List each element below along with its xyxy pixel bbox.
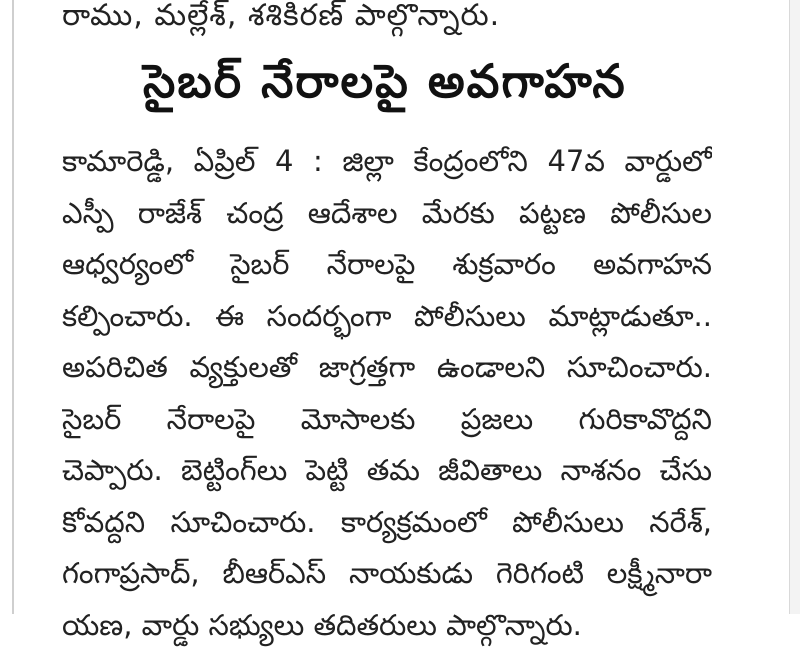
body-line: ఎస్పీ రాజేశ్ చంద్ర ఆదేశాల మేరకు పట్టణ పోలీసుల xyxy=(62,188,712,240)
body-line: గంగాప్రసాద్, బీఆర్ఎస్ నాయకుడు గెరిగంటి లక్ష్మీనారా xyxy=(62,548,712,600)
body-line: సైబర్ నేరాలపై మోసాలకు ప్రజలు గురికావొద్దని xyxy=(62,394,712,446)
column-divider xyxy=(12,0,14,614)
body-line: కల్పించారు. ఈ సందర్భంగా పోలీసులు మాట్లాడుతూ.. xyxy=(62,291,712,343)
body-line: యణ, వార్డు సభ్యులు తదితరులు పాల్గొన్నారు. xyxy=(62,600,712,651)
body-line: అపరిచిత వ్యక్తులతో జాగ్రత్తగా ఉండాలని సూచించారు. xyxy=(62,342,712,394)
body-line: చెప్పారు. బెట్టింగ్‌లు పెట్టి తమ జీవితాలు నాశనం చేసు xyxy=(62,445,712,497)
page-edge xyxy=(789,0,800,614)
previous-article-tail: రాము, మల్లేశ్, శశికిరణ్ పాల్గొన్నారు. xyxy=(62,0,500,40)
body-line: కోవద్దని సూచించారు. కార్యక్రమంలో పోలీసులు నరేశ్, xyxy=(62,497,712,549)
body-line: కామారెడ్డి, ఏప్రిల్ 4 : జిల్లా కేంద్రంలోని 47వ వార్డులో xyxy=(62,136,712,188)
article-headline: సైబర్ నేరాలపై అవగాహన xyxy=(143,54,623,120)
body-line: ఆధ్వర్యంలో సైబర్ నేరాలపై శుక్రవారం అవగాహన xyxy=(62,239,712,291)
article-body xyxy=(62,136,712,651)
